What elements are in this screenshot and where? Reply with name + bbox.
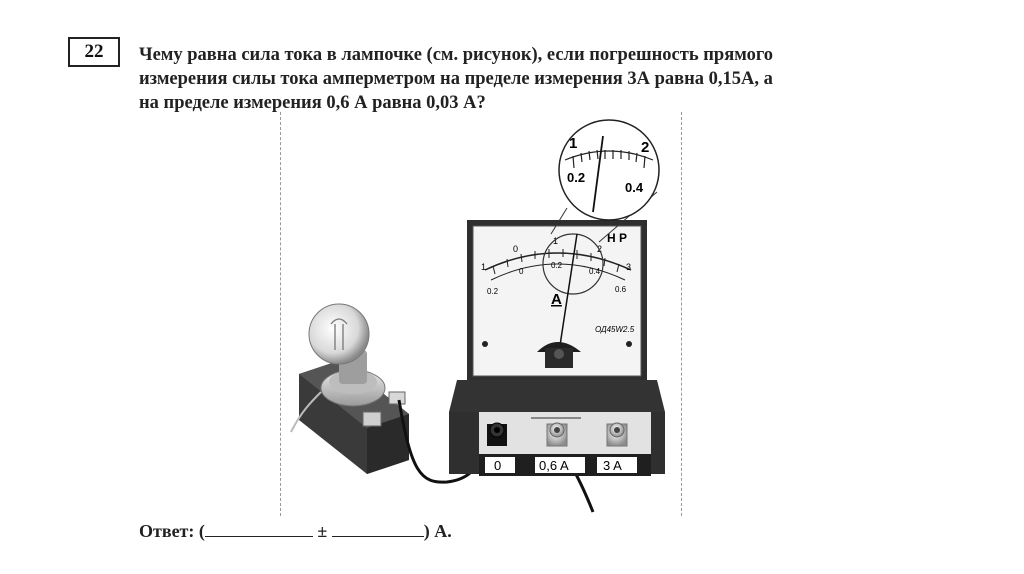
question-line-2: измерения силы тока амперметром на пределе измерения 3А равна 0,15А, а <box>139 69 773 89</box>
scale-top-label: 0 <box>513 244 519 254</box>
model-label: ОД45W2.5 <box>595 325 635 334</box>
answer-open-paren: ( <box>198 521 205 541</box>
zoom-bottom-label: 0.4 <box>625 180 644 195</box>
answer-label: Ответ: <box>139 521 195 541</box>
ammeter-illustration <box>281 112 683 516</box>
unit-label: A <box>551 291 562 308</box>
scale-bottom-label: 0.4 <box>589 267 601 276</box>
terminal-label-06: 0,6 A <box>539 458 569 473</box>
scale-top-label: 1 <box>481 262 487 272</box>
scale-bottom-label: 0 <box>519 267 524 276</box>
scale-top-label: 2 <box>597 244 603 254</box>
scale-top-label: 3 <box>626 262 632 272</box>
question-number: 22 <box>68 37 120 67</box>
scale-bottom-label: 0.6 <box>615 285 627 294</box>
brand-label: H P <box>607 231 628 245</box>
question-line-1: Чему равна сила тока в лампочке (см. рисунок), если погрешность прямого <box>139 45 774 65</box>
light-bulb <box>309 304 369 364</box>
zoom-bottom-label: 0.2 <box>567 170 586 185</box>
zoom-top-label: 2 <box>641 139 650 156</box>
answer-line <box>139 518 452 542</box>
terminal-label-3: 3 A <box>603 458 622 473</box>
question-text <box>139 43 839 115</box>
terminal-label-0: 0 <box>494 458 502 473</box>
question-line-3: на пределе измерения 0,6 А равна 0,03 А? <box>139 93 486 113</box>
scale-top-label: 1 <box>553 236 559 246</box>
answer-close: ) А. <box>423 521 452 541</box>
ammeter-figure <box>280 112 682 516</box>
scale-bottom-label: 0.2 <box>487 287 499 296</box>
answer-value-blank[interactable] <box>205 518 313 537</box>
scale-bottom-label: 0.2 <box>551 261 563 270</box>
answer-error-blank[interactable] <box>332 518 424 537</box>
zoom-top-label: 1 <box>569 135 578 152</box>
answer-plusminus: ± <box>317 521 328 541</box>
lamp-stand <box>299 350 409 474</box>
